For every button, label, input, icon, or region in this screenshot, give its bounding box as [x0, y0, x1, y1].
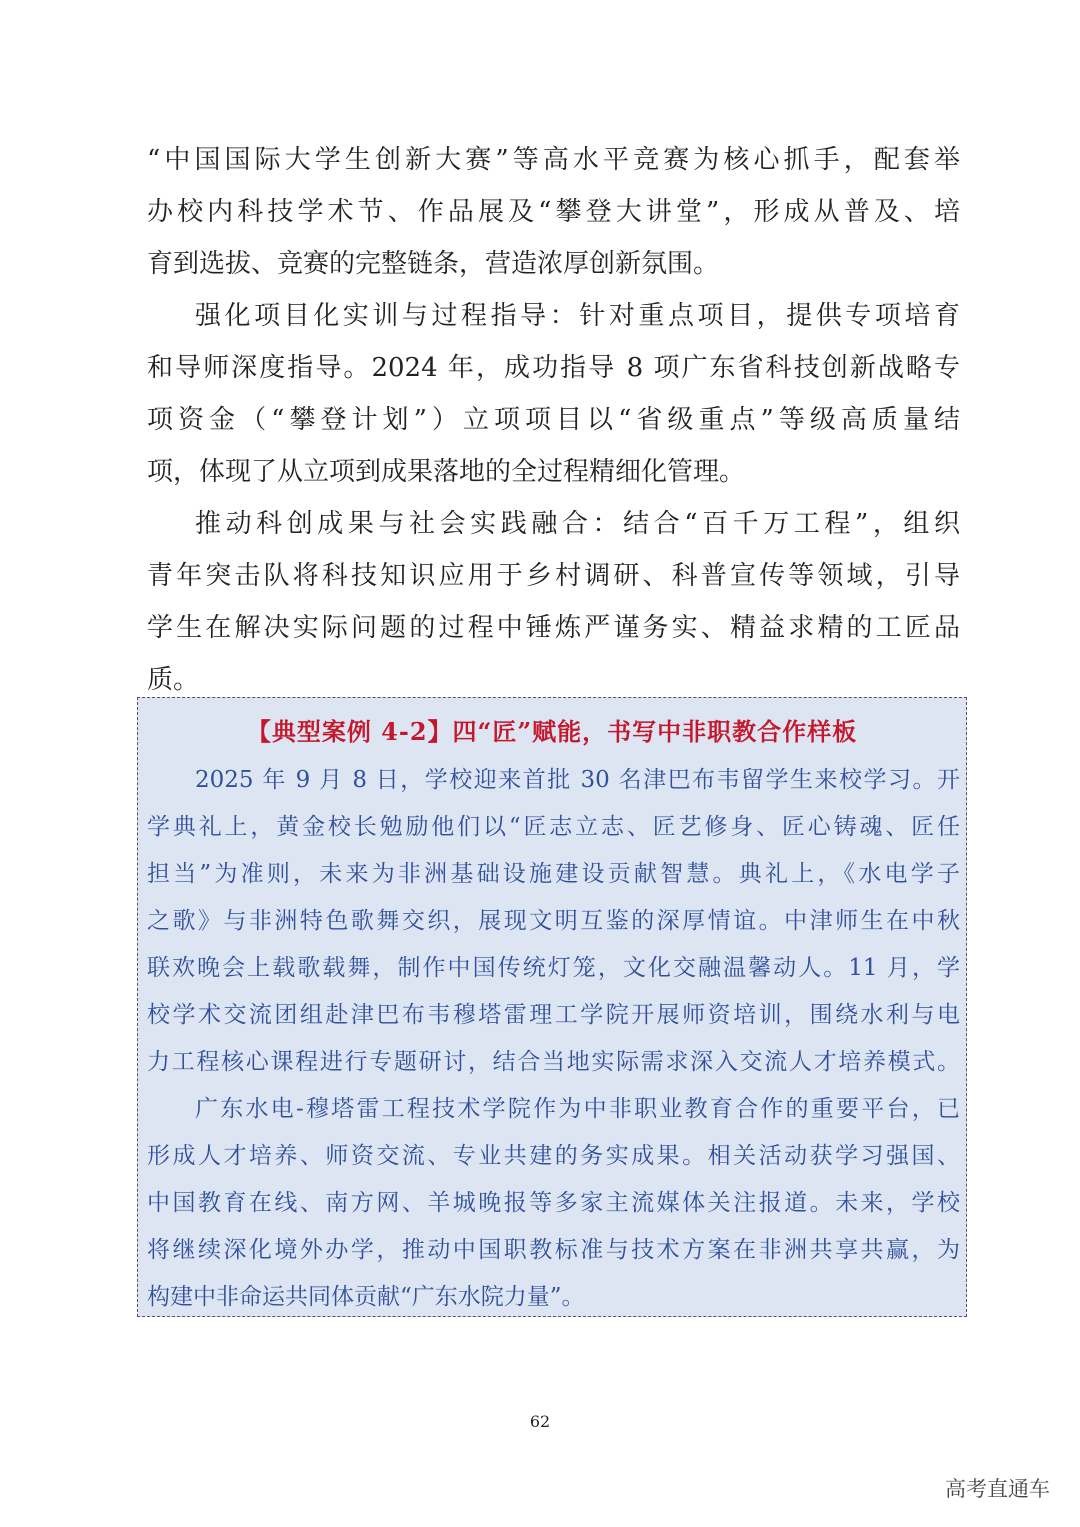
- case-line: 中国教育在线、南方网、羊城晚报等多家主流媒体关注报道。未来，学校: [147, 1190, 960, 1216]
- text-line: 学生在解决实际问题的过程中锤炼严谨务实、精益求精的工匠品: [147, 613, 960, 643]
- case-line: 联欢晚会上载歌载舞，制作中国传统灯笼，文化交融温馨动人。11 月，学: [147, 955, 960, 981]
- text-line: 和导师深度指导。2024 年，成功指导 8 项广东省科技创新战略专: [147, 353, 960, 383]
- case-study-body: [147, 760, 960, 1324]
- text-line: 质。: [147, 665, 200, 695]
- text-line: 青年突击队将科技知识应用于乡村调研、科普宣传等领域，引导: [147, 561, 960, 591]
- case-line: 广东水电-穆塔雷工程技术学院作为中非职业教育合作的重要平台，已: [195, 1096, 960, 1122]
- case-line: 校学术交流团组赴津巴布韦穆塔雷理工学院开展师资培训，围绕水利与电: [147, 1002, 960, 1028]
- case-study-title: 【典型案例 4-2】四“匠”赋能，书写中非职教合作样板: [246, 717, 858, 746]
- text-line: 办校内科技学术节、作品展及“攀登大讲堂”，形成从普及、培: [147, 197, 960, 227]
- case-line: 学典礼上，黄金校长勉励他们以“匠志立志、匠艺修身、匠心铸魂、匠任: [147, 814, 960, 840]
- text-line: 育到选拔、竞赛的完整链条，营造浓厚创新氛围。: [147, 249, 720, 279]
- text-line: 强化项目化实训与过程指导：针对重点项目，提供专项培育: [195, 301, 960, 331]
- case-line: 构建中非命运共同体贡献“广东水院力量”。: [147, 1284, 585, 1310]
- case-line: 担当”为准则，未来为非洲基础设施建设贡献智慧。典礼上，《水电学子: [147, 861, 960, 887]
- text-line: “中国国际大学生创新大赛”等高水平竞赛为核心抓手，配套举: [147, 145, 960, 175]
- body-text: [147, 138, 960, 710]
- case-line: 之歌》与非洲特色歌舞交织，展现文明互鉴的深厚情谊。中津师生在中秋: [147, 908, 960, 934]
- case-line: 2025 年 9 月 8 日，学校迎来首批 30 名津巴布韦留学生来校学习。开: [195, 767, 960, 793]
- text-line: 项，体现了从立项到成果落地的全过程精细化管理。: [147, 457, 746, 487]
- case-line: 将继续深化境外办学，推动中国职教标准与技术方案在非洲共享共赢，为: [147, 1237, 960, 1263]
- watermark: 高考直通车: [945, 1477, 1050, 1501]
- text-line: 推动科创成果与社会实践融合：结合“百千万工程”，组织: [195, 509, 960, 539]
- case-line: 力工程核心课程进行专题研讨，结合当地实际需求深入交流人才培养模式。: [147, 1049, 960, 1075]
- case-study-box: [137, 697, 967, 1317]
- page-number: 62: [529, 1412, 551, 1431]
- case-line: 形成人才培养、师资交流、专业共建的务实成果。相关活动获学习强国、: [147, 1143, 960, 1169]
- text-line: 项资金（“攀登计划”）立项项目以“省级重点”等级高质量结: [147, 405, 960, 435]
